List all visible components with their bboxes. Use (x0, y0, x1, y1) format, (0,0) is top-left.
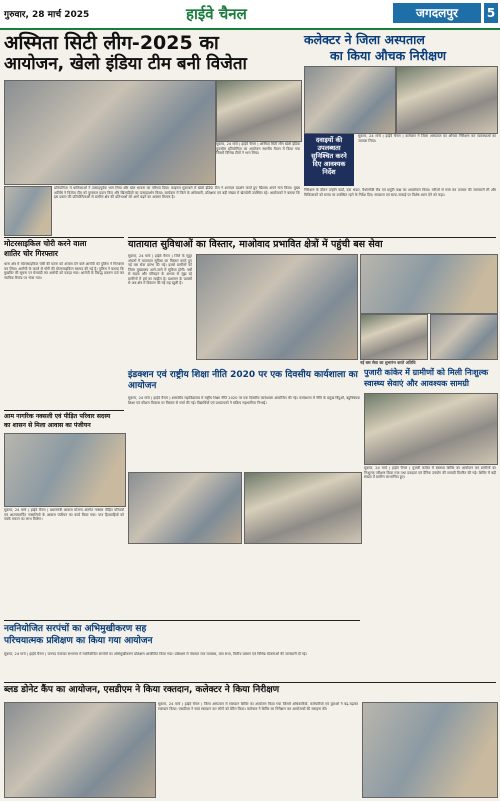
story7-body: सुकमा, 24 मार्च ( हाईवे चैनल ) प्रधानमंत्री आवास योजना अंतर्गत नक्सल पीड़ित परिवारों एवं आत्मसमर्पित नक्सलियों के आवास पंजीयन का कार्य किया गया। पात्र हितग्राहियों को पक्के मकान का लाभ मिलेगा। (4, 508, 124, 521)
story1-photo-team (4, 80, 216, 185)
story2-headline-line1: कलेक्टर ने जिला अस्पताल (304, 32, 425, 47)
story1-photo-award (4, 186, 52, 236)
story3-body: थाना क्षेत्र में मोटरसाइकिल चोरी की घटना को अंजाम देने वाले आरोपी को पुलिस ने गिरफ्तार कर लिया। आरोपी के कब्जे से चोरी की मोटरसाइकिल बरामद की गई है। पुलिस ने बताया कि मुखबिर की सूचना पर घेराबंदी कर आरोपी को पकड़ा गया। आरोपी के विरुद्ध प्रकरण दर्ज कर न्यायिक रिमांड पर भेजा गया। (4, 262, 124, 280)
story7-photo (4, 433, 126, 507)
story4-rule (128, 237, 496, 238)
story4-headline: यातायात सुविधाओं का विस्तार, माओवाद प्रभावित क्षेत्रों में पहुंची बस सेवा (128, 239, 383, 250)
story2-body: निरीक्षण के दौरान उन्होंने वार्डों, दवा भंडार, पैथोलॉजी लैब एवं प्रसूति कक्ष का अवलोकन किया। मरीजों से चर्चा कर उपचार की जानकारी ली और चिकित्सकों को समय पर उपस्थित रहने के निर्देश दिए। स्वच्छता एवं साफ-सफाई पर विशेष ध्यान देने को कहा। (304, 188, 496, 197)
story2-photo-collector (396, 66, 498, 134)
story9-photo-donation (4, 702, 156, 798)
story8-body: सुकमा, 24 मार्च ( हाईवे चैनल ) जनपद पंचायत सभागार में नवनिर्वाचित सरपंचों का अभिमुखीकरण प्रशिक्षण आयोजित किया गया। प्रशिक्षण में पंचायत राज व्यवस्था, ग्राम सभा, वित्तीय प्रबंधन एवं विभिन्न योजनाओं की जानकारी दी गई। (4, 652, 307, 656)
story7-headline-line2: का शासन से मिला आवास का पंजीयन (4, 422, 91, 429)
story4-photo-bus (196, 254, 358, 360)
newspaper-name: हाईवे चैनल (186, 5, 247, 23)
story6-body: सुकमा, 24 मार्च ( हाईवे चैनल ) पुजारी कांकेर में स्वास्थ्य शिविर का आयोजन कर ग्रामीणों का निःशुल्क परीक्षण किया गया तथा दवाइयां एवं दैनिक उपयोग की सामग्री वितरित की गई। शिविर में बड़ी संख्या में ग्रामीण लाभान्वित हुए। (364, 466, 496, 479)
story9-headline: ब्लड डोनेट कैंप का आयोजन, एसडीएम ने किया रक्तदान, कलेक्टर ने किया निरीक्षण (4, 685, 280, 695)
story3-headline-line1: मोटरसाइकिल चोरी करने वाला (4, 239, 87, 248)
story9-photo-collector (362, 702, 498, 798)
story4-photo-passengers (360, 254, 498, 314)
story1-headline-line2: आयोजन, खेलो इंडिया टीम बनी विजेता (4, 54, 247, 74)
story6-headline-line1: पुजारी कांकेर में ग्रामीणों को मिली निःशुल्क (364, 368, 489, 377)
edition-city: जगदलपुर (393, 3, 481, 23)
story4-caption: नई बस सेवा का शुभारंभ करते अतिथि (360, 360, 416, 365)
story1-dateline: सुकमा, 24 मार्च ( हाईवे चैनल ) अस्मिता सिटी लीग खेलो इंडिया फुटबॉल प्रतियोगिता का आयोजन स्थानीय मैदान में किया गया जिसमें विभिन्न टीमों ने भाग लिया। (216, 142, 300, 155)
story5-photo-workshop (128, 472, 242, 544)
story1-headline-line1: अस्मिता सिटी लीग-2025 का (4, 32, 219, 54)
story4-photo-officials (430, 314, 498, 360)
story4-body: सुकमा, 24 मार्च ( हाईवे चैनल ) जिले के सुदूर अंचलों में यातायात सुविधा का विस्तार करते हुए नई बस सेवा प्रारंभ की गई। इससे ग्रामीणों को जिला मुख्यालय आने-जाने में सुविधा होगी। वर्षों से सड़क और परिवहन के अभाव से जूझ रहे ग्रामीणों में हर्ष का माहौल है। प्रशासन के प्रयासों से अब क्षेत्र में विकास की नई राह खुली है। (128, 254, 192, 285)
story5-headline: इंडक्शन एवं राष्ट्रीय शिक्षा नीति 2020 पर एक दिवसीय कार्यशाला का आयोजन (128, 370, 358, 391)
story4-photo-ceremony (360, 314, 428, 360)
story7-rule (4, 410, 124, 411)
story7-headline-line1: आम नागरिक नक्सली एवं पीड़ित परिवार सदस्य (4, 413, 111, 420)
story9-body: सुकमा, 24 मार्च ( हाईवे चैनल ) जिला अस्पताल में रक्तदान शिविर का आयोजन किया गया जिसमें अधिकारियों, कर्मचारियों एवं युवाओं ने बढ़-चढ़कर रक्तदान किया। एसडीएम ने स्वयं रक्तदान कर लोगों को प्रेरित किया। कलेक्टर ने शिविर का निरीक्षण कर आयोजकों की सराहना की। (158, 702, 358, 711)
story2-headline-line2: का किया औचक निरीक्षण (330, 48, 447, 63)
story6-photo-camp (364, 393, 498, 465)
story2-dateline: सुकमा, 24 मार्च ( हाईवे चैनल ) कलेक्टर ने जिला अस्पताल का औचक निरीक्षण कर व्यवस्थाओं का जायजा लिया। (358, 134, 496, 143)
story3-headline-line2: शातिर चोर गिरफ्तार (4, 249, 58, 258)
story1-body: प्रतियोगिता में बालिकाओं ने उत्साहपूर्वक भाग लिया और खेल भावना का परिचय दिया। फाइनल मुकाबले में खेलो इंडिया टीम ने शानदार प्रदर्शन करते हुए खिताब अपने नाम किया। मुख्य अतिथि ने विजेता टीम को पुरस्कार प्रदान किए और खिलाड़ियों का उत्साहवर्धन किया। कार्यक्रम में जिले के अधिकारी, प्रशिक्षक एवं बड़ी संख्या में खेलप्रेमी उपस्थित रहे। आयोजकों ने बताया कि इस प्रकार की प्रतियोगिताओं से ग्रामीण क्षेत्र की प्रतिभाओं को आगे बढ़ने का अवसर मिलता है। (54, 186, 300, 199)
story2-photo-ward (304, 66, 396, 134)
story8-headline-line2: परिचयात्मक प्रशिक्षण का किया गया आयोजन (4, 636, 153, 646)
story5-photo-audience (244, 472, 362, 544)
story5-body: सुकमा, 24 मार्च ( हाईवे चैनल ) शासकीय महाविद्यालय में राष्ट्रीय शिक्षा नीति 2020 पर एक दिवसीय कार्यशाला आयोजित की गई। कार्यशाला में नीति के प्रमुख बिंदुओं, बहुविषयक शिक्षा एवं कौशल विकास पर विस्तार से चर्चा की गई। विद्यार्थियों एवं प्राध्यापकों ने सक्रिय सहभागिता निभाई। (128, 396, 360, 405)
story8-rule (4, 620, 360, 621)
story9-rule (4, 682, 496, 683)
issue-date: गुरुवार, 28 मार्च 2025 (4, 10, 90, 20)
story3-rule (4, 237, 124, 238)
story6-headline-line2: स्वास्थ्य सेवाएं और आवश्यक सामग्री (364, 379, 469, 388)
masthead (0, 0, 500, 30)
story8-headline-line1: नवनियोजित सरपंचों का अभिमुखीकरण सह (4, 624, 147, 634)
story2-highlight-box: दवाइयों की उपलब्धता सुनिश्चित करने दिए आवश्यक निर्देश (304, 134, 354, 186)
page-number: 5 (484, 3, 498, 23)
story1-photo-match (216, 80, 302, 142)
